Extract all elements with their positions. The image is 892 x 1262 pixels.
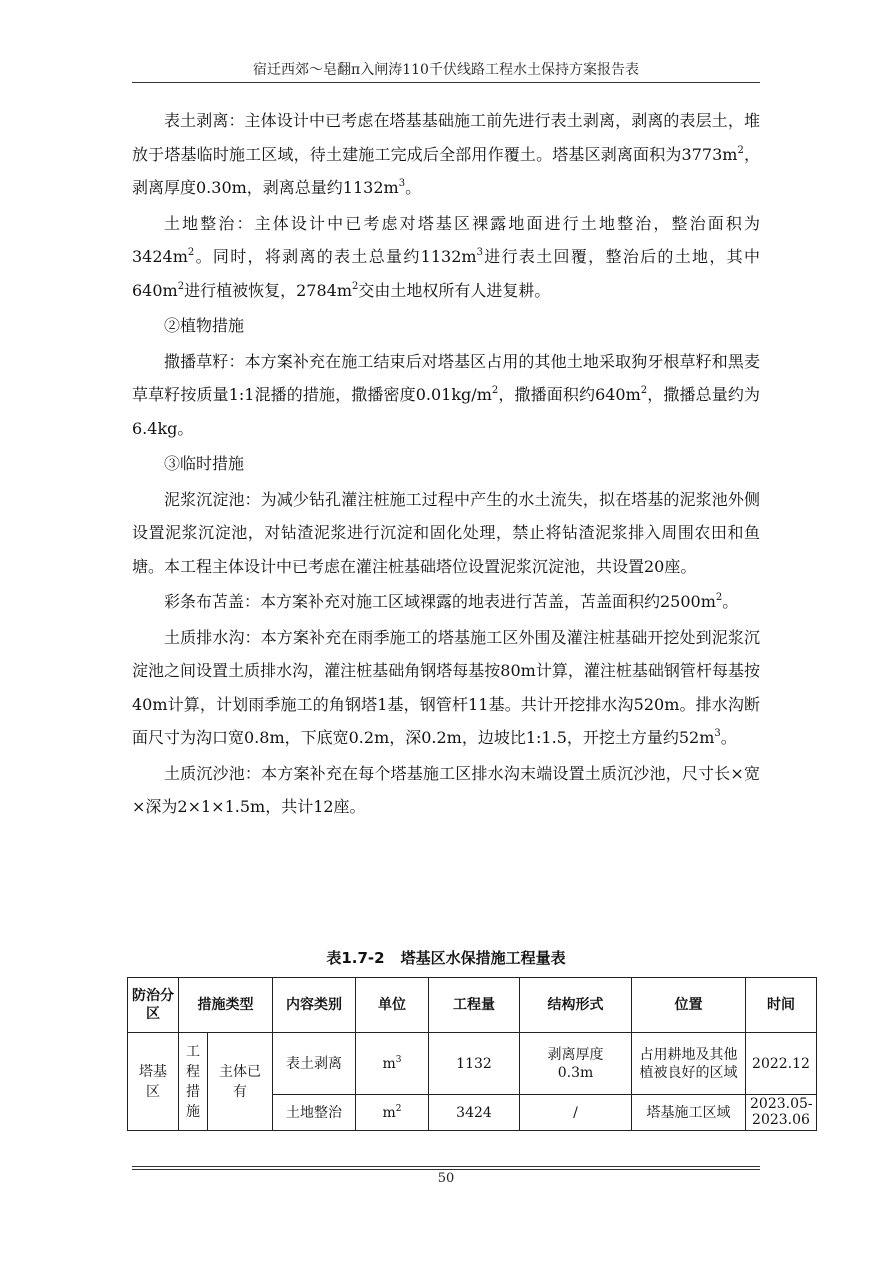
body-text xyxy=(132,104,760,826)
cell-source xyxy=(208,1033,273,1131)
measure-label: 工程措施 xyxy=(186,1043,200,1120)
paragraph-mud-settling-pond: 泥浆沉淀池：为减少钻孔灌注桩施工过程中产生的水土流失，拟在塔基的泥浆池外侧设置泥浆沉淀池，对钻渣泥浆进行沉淀和固化处理，禁止将钻渣泥浆排入周围农田和鱼塘。本工程主体设计中已考虑在灌注桩基础塔位设置泥浆沉淀池，共设置20座。 xyxy=(132,489,760,576)
cell-unit xyxy=(356,1095,429,1131)
paragraph-drainage-ditch xyxy=(132,621,760,755)
header-rule xyxy=(132,82,760,83)
location-text: 占用耕地及其他植被良好的区域 xyxy=(639,1046,738,1081)
superscript: 2 xyxy=(715,592,723,603)
cell-location xyxy=(632,1033,746,1095)
header-quantity: 工程量 xyxy=(429,978,520,1033)
time-text: 2023.05-2023.06 xyxy=(750,1096,813,1128)
table-caption xyxy=(132,946,760,970)
text-run: 撒播草籽：本方案补充在施工结束后对塔基区占用的其他土地采取狗牙根草籽和黑麦草草籽按质量1:1混播的措施，撒播密度0.01kg/m xyxy=(132,351,760,404)
cell-location: 塔基施工区域 xyxy=(632,1095,746,1131)
table-row xyxy=(128,1033,817,1095)
header-location: 位置 xyxy=(632,978,746,1033)
superscript: 3 xyxy=(398,178,406,189)
cell-zone xyxy=(128,1033,179,1131)
cell-quantity: 3424 xyxy=(429,1095,520,1131)
header-unit: 单位 xyxy=(356,978,429,1033)
unit-sup: 3 xyxy=(395,1054,402,1065)
header-time: 时间 xyxy=(746,978,817,1033)
paragraph-sand-basin: 土质沉沙池：本方案补充在每个塔基施工区排水沟末端设置土质沉沙池，尺寸长×宽×深为2×1×1.5m，共计12座。 xyxy=(132,763,760,816)
paragraph-tarp-cover xyxy=(132,585,760,619)
superscript: 2 xyxy=(737,144,744,156)
page-header: 宿迁西郊～皂翻π入闸涛110千伏线路工程水土保持方案报告表 xyxy=(253,62,639,78)
header-content: 内容类别 xyxy=(273,978,356,1033)
footer-rule xyxy=(132,1166,760,1167)
header-structure: 结构形式 xyxy=(520,978,632,1033)
text-run: 。 xyxy=(720,728,737,747)
heading-temporary-measures: ③临时措施 xyxy=(164,454,245,473)
header-zone: 防治分区 xyxy=(128,978,179,1033)
text-run: 土质排水沟：本方案补充在雨季施工的塔基施工区外围及灌注桩基础开挖处到泥浆沉淀池之间设置土质排水沟，灌注桩基础角钢塔每基按80m计算，灌注桩基础钢管杆每基按40m计算，计划雨季施工的角钢塔1基，钢管杆11基。共计开挖排水沟520m。排水沟断面尺寸为沟口宽0.8m，下底宽0.2m，深0.2m，边坡比1:1.5，开挖土方量约52m xyxy=(132,627,760,747)
text-run: ，撒播面积约640m xyxy=(498,385,641,404)
cell-content: 土地整治 xyxy=(273,1095,356,1131)
page-number: 50 xyxy=(437,1171,455,1186)
table-caption-text: 塔基区水保措施工程量表 xyxy=(400,949,566,967)
paragraph-land-remediation xyxy=(132,207,760,308)
text-run: 。同时，将剥离的表土总量约1132m xyxy=(194,247,477,266)
superscript: 2 xyxy=(491,385,499,396)
text-run: 交由土地权所有人进复耕。 xyxy=(358,280,551,300)
text-run: 进行表土回覆，整治后的土地，其中640m xyxy=(132,247,760,300)
text-run: 。 xyxy=(722,592,739,611)
text-run: 进行植被恢复，2784m xyxy=(184,280,352,300)
superscript: 3 xyxy=(714,728,721,739)
heading-plant-measures: ②植物措施 xyxy=(164,316,245,335)
text-run: 土地整治：主体设计中已考虑对塔基区裸露地面进行土地整治，整治面积为3424m xyxy=(132,213,760,266)
measures-quantity-table xyxy=(127,977,817,1131)
unit-sup: 2 xyxy=(395,1103,402,1114)
cell-time: 2022.12 xyxy=(746,1033,817,1095)
structure-text: 剥离厚度0.3m xyxy=(547,1046,604,1081)
superscript: 3 xyxy=(476,247,483,258)
superscript: 2 xyxy=(352,280,359,292)
superscript: 2 xyxy=(177,280,185,292)
source-label: 主体已有 xyxy=(219,1063,261,1100)
cell-measure xyxy=(179,1033,208,1131)
paragraph-grass-seeding xyxy=(132,345,760,446)
cell-quantity: 1132 xyxy=(429,1033,520,1095)
text-run: ，剥离厚度0.30m，剥离总量约1132m xyxy=(132,144,760,197)
cell-time xyxy=(746,1095,817,1131)
superscript: 2 xyxy=(187,247,195,258)
cell-structure: / xyxy=(520,1095,632,1131)
text-run: 彩条布苫盖：本方案补充对施工区域裸露的地表进行苫盖，苫盖面积约2500m xyxy=(164,592,716,611)
cell-structure xyxy=(520,1033,632,1095)
header-measure-type: 措施类型 xyxy=(179,978,273,1033)
text-run: 。 xyxy=(405,178,422,197)
unit-base: m xyxy=(382,1104,396,1121)
paragraph-topsoil-stripping xyxy=(132,104,760,205)
unit-base: m xyxy=(382,1055,396,1072)
table-caption-number: 表1.7-2 xyxy=(326,949,385,967)
zone-label: 塔基区 xyxy=(139,1063,167,1100)
text-run: 表土剥离：主体设计中已考虑在塔基基础施工前先进行表土剥离，剥离的表层土，堆放于塔基临时施工区域，待土建施工完成后全部用作覆土。塔基区剥离面积为3773m xyxy=(132,111,760,164)
superscript: 2 xyxy=(640,385,648,396)
cell-unit xyxy=(356,1033,429,1095)
text-run: ，撒播总量约为6.4kg。 xyxy=(132,385,760,438)
cell-content: 表土剥离 xyxy=(273,1033,356,1095)
table-header-row xyxy=(128,978,817,1033)
